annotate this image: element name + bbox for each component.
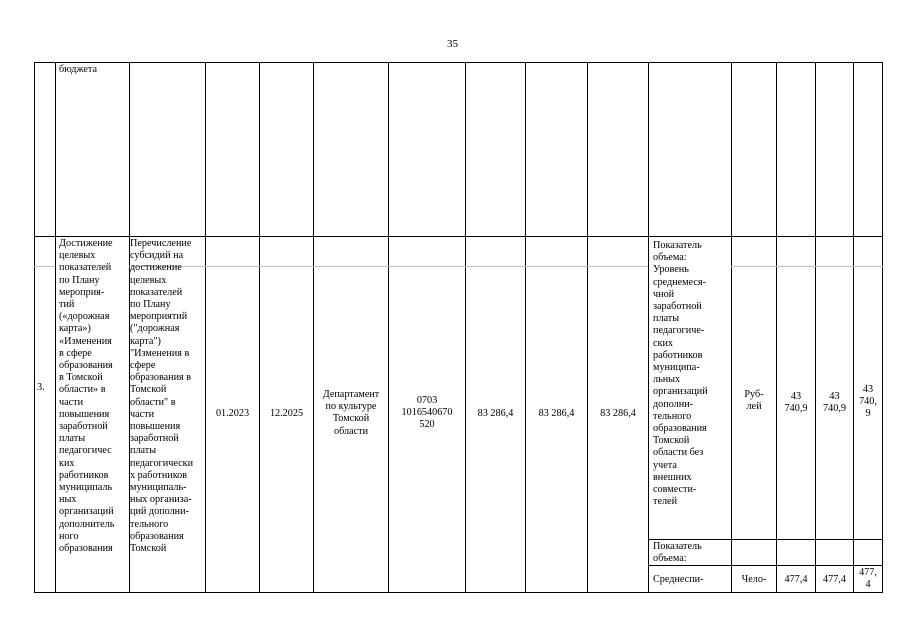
indicator-cell-2: Показатель объема: — [653, 541, 702, 565]
grid-line — [465, 62, 466, 593]
grid-line — [648, 539, 883, 540]
executor-cell: Департамент по культуре Томской области — [322, 389, 380, 437]
grid-line — [34, 266, 55, 267]
indicator-cell-3: Среднеспи- — [653, 574, 704, 585]
value-cell-3b: 477,4 — [823, 574, 846, 585]
amount-cell-1: 83 286,4 — [477, 408, 514, 419]
grid-line — [129, 266, 648, 267]
amount-cell-2: 83 286,4 — [538, 408, 575, 419]
grid-line — [34, 236, 883, 237]
grid-line — [648, 62, 649, 593]
grid-line — [731, 266, 883, 267]
goal-cell: Достижение целевых показателей по Плану мероприя- тий («дорожная карта») «Изменения в сфере образования в Томской области» в части повышения заработной платы педагогичес ких работников муниципаль ных организаций дополнитель ного образования — [59, 238, 115, 555]
indicator-cell-1: Показатель объема: Уровень среднемеся- чной заработной платы педагогиче- ских работников муниципа- льных организаций дополни- тельного образования Томской области без учета внешних совмести- телей — [653, 240, 708, 508]
grid-line — [776, 62, 777, 593]
unit-cell-3: Чело- — [741, 574, 767, 585]
grid-line — [853, 62, 854, 593]
value-cell-3c: 477, 4 — [859, 567, 877, 591]
measure-cell: Перечисление субсидий на достижение целевых показателей по Плану мероприятий ("дорожная карта") "Изменения в сфере образования в Томской области" в части повышения заработной платы педагогически х работников муниципаль- ных организа- ций дополни- тельного образования Томской — [130, 238, 194, 555]
end-date-cell: 12.2025 — [269, 408, 304, 419]
value-cell-1c: 43 740, 9 — [859, 384, 877, 420]
grid-line — [34, 62, 35, 593]
grid-line — [815, 62, 816, 593]
code-cell: 0703 1016540670 520 — [401, 395, 453, 431]
grid-line — [388, 62, 389, 593]
grid-line — [55, 62, 56, 593]
row-number-cell: 3. — [37, 382, 45, 393]
grid-line — [205, 62, 206, 593]
value-cell-3a: 477,4 — [784, 574, 808, 585]
amount-cell-3: 83 286,4 — [600, 408, 636, 419]
grid-line — [525, 62, 526, 593]
unit-cell-1: Руб- лей — [744, 389, 764, 413]
grid-line — [587, 62, 588, 593]
value-cell-1b: 43 740,9 — [823, 391, 846, 415]
grid-line — [34, 592, 883, 593]
grid-line — [882, 62, 883, 593]
grid-line — [34, 62, 883, 63]
grid-line — [259, 62, 260, 593]
grid-line — [313, 62, 314, 593]
grid-line — [731, 62, 732, 593]
value-cell-1a: 43 740,9 — [784, 391, 808, 415]
goal-continuation-cell: бюджета — [59, 64, 97, 75]
start-date-cell: 01.2023 — [215, 408, 250, 419]
page-number: 35 — [447, 38, 458, 50]
